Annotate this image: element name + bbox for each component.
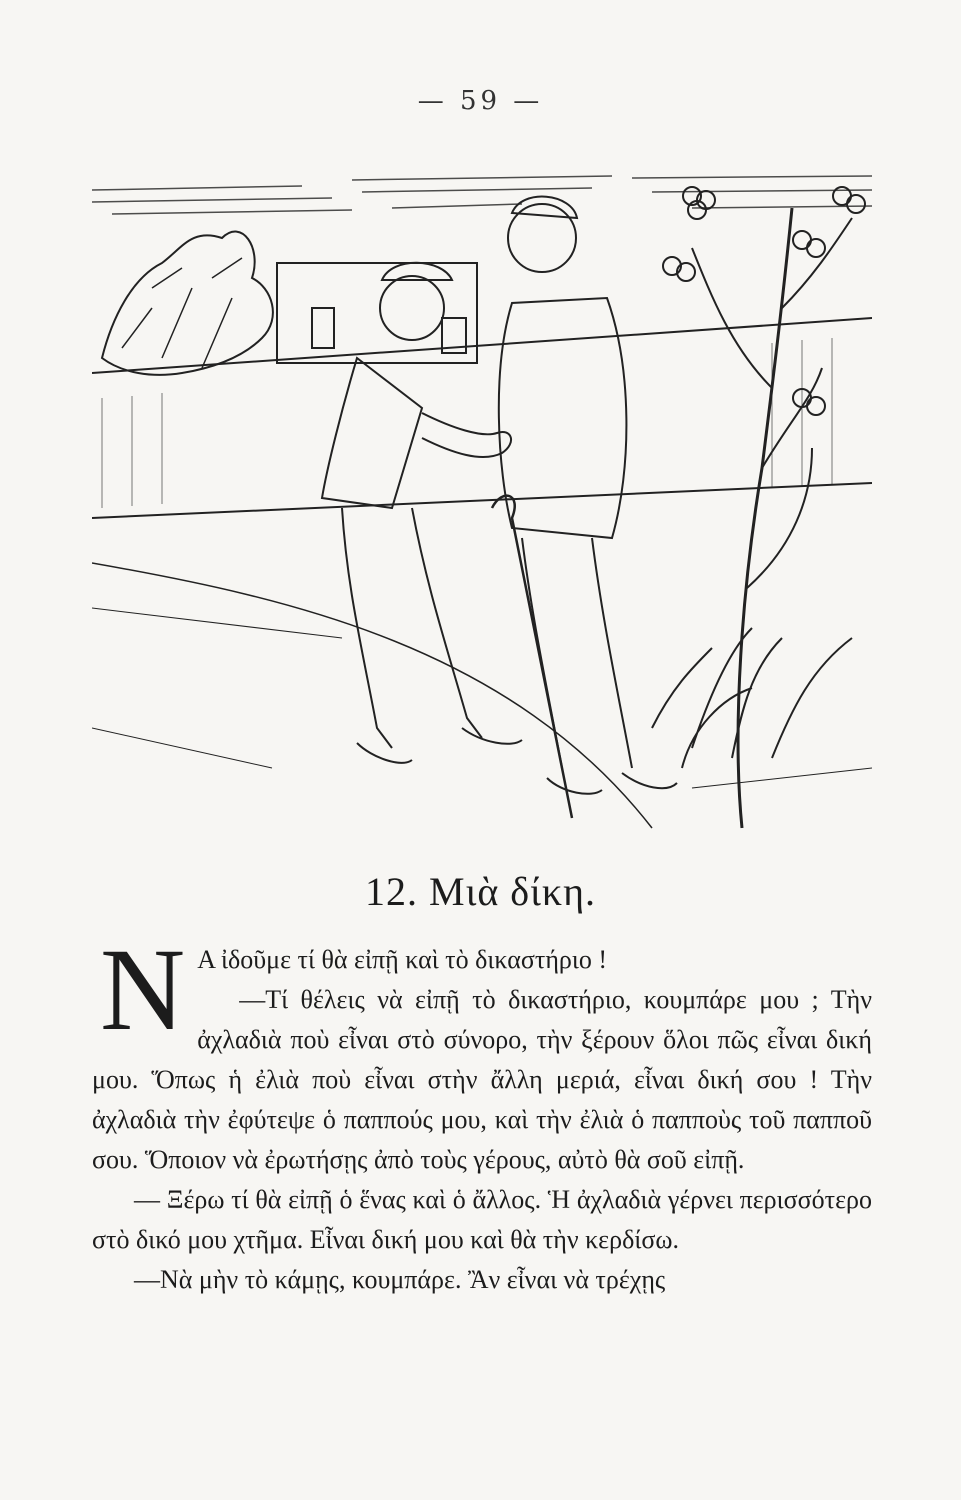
chapter-title: 12. Μιὰ δίκη.: [365, 869, 596, 914]
page-number: — 59 —: [417, 86, 544, 116]
story-paragraph: —Τί θέλεις νὰ εἰπῇ τὸ δικαστήριο, κουμπάρε μου ; Τὴν ἀχλαδιὰ ποὺ εἶναι στὸ σύνορο, τὴν ξέρουν ὅλοι πῶς εἶναι δική μου. Ὅπως ἡ ἐλιὰ ποὺ εἶναι στὴν ἄλλη μεριά, εἶναι δική σου ! Τὴν ἀχλαδιὰ τὴν ἐφύτεψε ὁ παππούς μου, καὶ τὴν ἐλιὰ ὁ παπποὺς τοῦ παπποῦ σου. Ὅποιον νὰ ἐρωτήσῃς ἀπὸ τοὺς γέρους, αὐτὸ θὰ σοῦ εἰπῇ.: [92, 985, 872, 1174]
story-paragraph: Α ἰδοῦμε τί θὰ εἰπῇ καὶ τὸ δικαστήριο !: [197, 945, 608, 974]
story-paragraph: — Ξέρω τί θὰ εἰπῇ ὁ ἕνας καὶ ὁ ἄλλος. Ἡ ἀχλαδιὰ γέρνει περισσότερο στὸ δικό μου χτῆμα. Εἶναι δική μου καὶ θὰ τὴν κερδίσω.: [92, 1185, 872, 1254]
dropcap-letter: N: [100, 924, 186, 1055]
story-paragraph: —Νὰ μὴν τὸ κάμῃς, κουμπάρε. Ἂν εἶναι νὰ τρέχῃς: [134, 1265, 666, 1294]
two-men-shaking-hands-illustration: [92, 168, 872, 833]
story-text: [92, 924, 872, 1300]
